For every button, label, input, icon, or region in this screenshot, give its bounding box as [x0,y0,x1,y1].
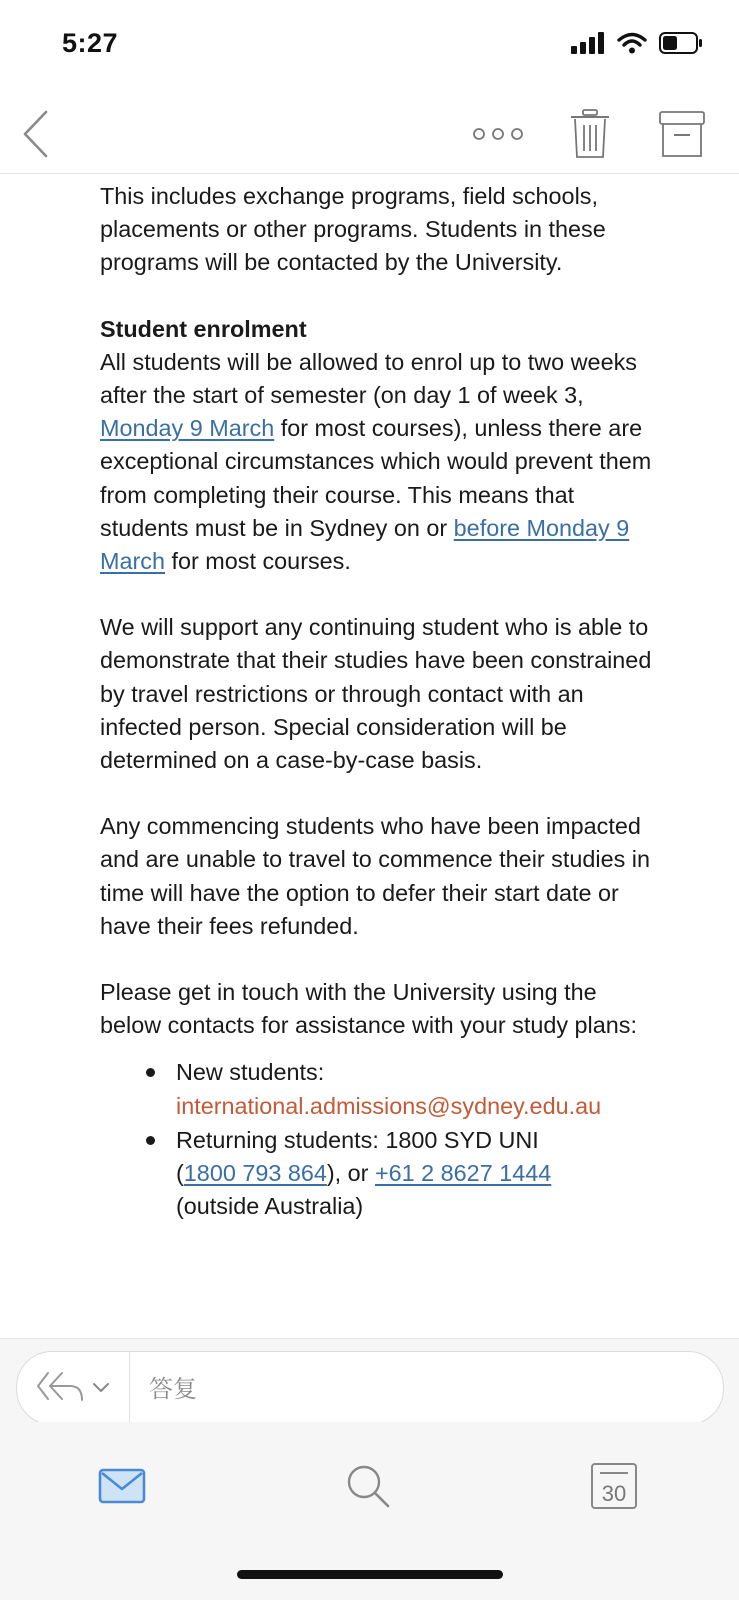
status-icons [571,32,703,54]
paragraph-contact-intro: Please get in touch with the University using the below contacts for assistance with your study plans: [100,979,637,1039]
reply-bar [0,1338,739,1423]
back-button[interactable] [10,99,60,169]
more-icon [472,127,524,141]
reply-input[interactable] [147,1366,691,1412]
wifi-icon [617,32,647,54]
status-bar [0,0,739,95]
mail-icon [98,1468,146,1504]
paragraph-commencing-students: Any commencing students who have been impacted and are unable to travel to commence their studies in time will have the option to defer their start date or have their fees refunded. [100,813,650,939]
reply-options-button[interactable] [17,1352,130,1424]
phone-link-domestic[interactable]: 1800 793 864 [183,1160,327,1187]
tab-mail[interactable] [92,1460,152,1512]
tab-search[interactable] [336,1460,400,1512]
status-time: 5:27 [62,28,119,58]
delete-button[interactable] [560,103,620,165]
phone-link-international[interactable]: +61 2 8627 1444 [374,1160,552,1187]
archive-icon [659,110,705,158]
tab-calendar[interactable] [584,1460,644,1512]
paragraph-overseas-programs: This includes exchange programs, field schools, placements or other programs. Students in these programs will be contacted by the University. [100,183,606,276]
trash-icon [570,109,610,159]
list-item: New students: international.admissions@sydney.edu.au [176,1056,660,1122]
reply-all-icon [36,1370,86,1406]
paragraph-continuing-students: We will support any continuing student who is able to demonstrate that their studies have been constrained by travel restrictions or through contact with an infected person. Special consideration will be determined on a case-by-case basis. [100,614,652,774]
home-indicator [237,1570,503,1579]
calendar-day-number: 30 [601,1481,627,1506]
admissions-email-link[interactable]: international.admissions@sydney.edu.au [176,1092,602,1119]
reply-box [16,1351,724,1425]
chevron-left-icon [20,109,50,159]
calendar-icon [590,1462,638,1510]
date-link-before-monday-9-march[interactable]: before Monday 9 March [100,514,630,575]
date-link-monday-9-march[interactable]: Monday 9 March [100,415,275,442]
paragraph-enrolment: All students will be allowed to enrol up to two weeks after the start of semester (on day 1 of week 3, Monday 9 March for most courses), unless there are exceptional circumstances which would prevent them from completing their course. This means that students must be in Sydney on or before Monday 9 March for most courses. [100,348,652,575]
mail-toolbar [0,95,739,174]
search-icon [345,1463,391,1509]
cellular-signal-icon [571,32,605,54]
battery-icon [659,32,703,54]
chevron-down-icon [92,1382,110,1394]
contacts-list [100,1056,660,1223]
archive-button[interactable] [652,103,712,165]
list-item: Returning students: 1800 SYD UNI (1800 793 864), or +61 2 8627 1444 (outside Australia) [176,1124,660,1224]
section-heading-student-enrolment: Student enrolment [100,315,307,342]
more-options-button[interactable] [468,109,528,159]
email-body [100,180,660,1338]
